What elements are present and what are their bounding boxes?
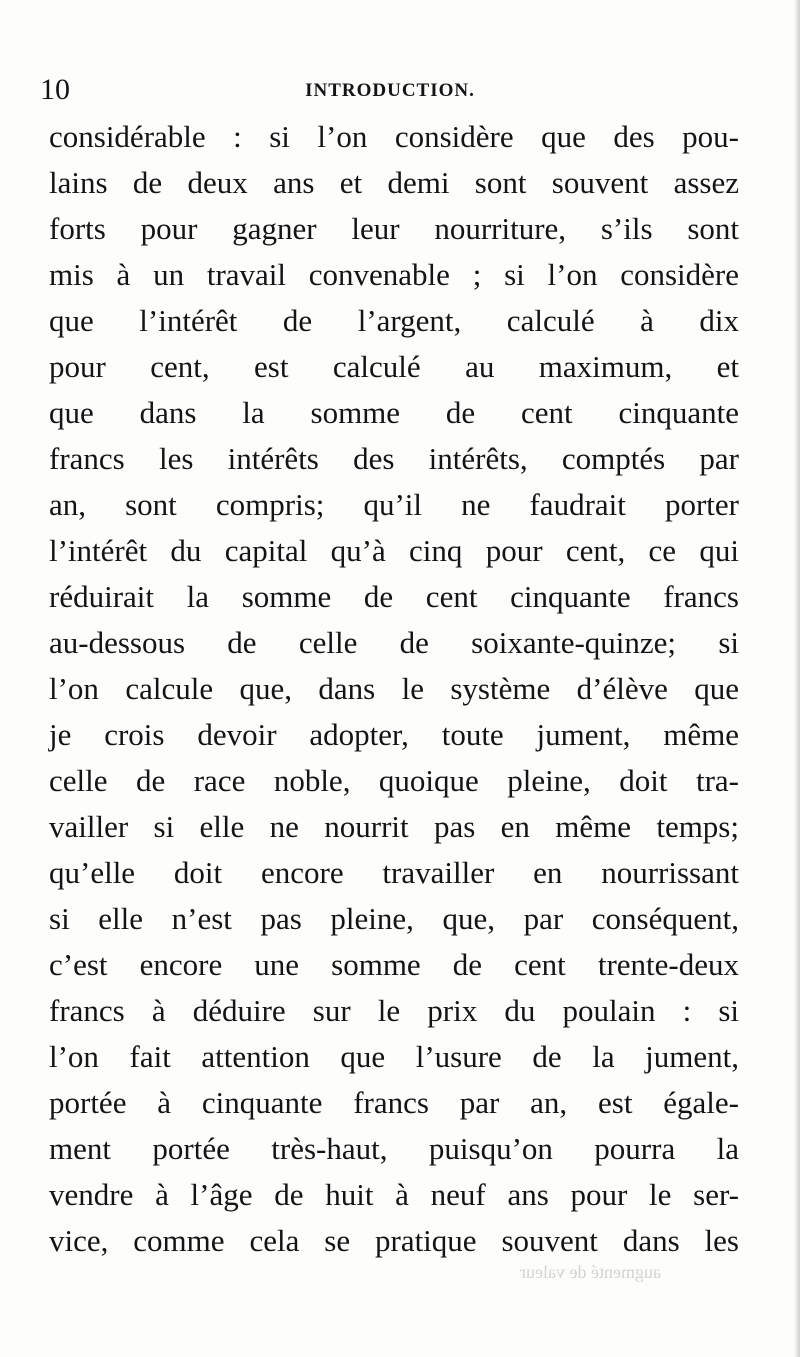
text-line: considérable : si l’on considère que des pou- [49,119,739,154]
running-head: INTRODUCTION. [305,80,475,101]
text-line: mis à un travail convenable ; si l’on considère [49,257,739,292]
text-line: portée à cinquante francs par an, est égale- [49,1085,739,1120]
text-line: celle de race noble, quoique pleine, doit tra- [49,763,739,798]
text-line: au-dessous de celle de soixante-quinze; si [49,625,739,660]
text-line: vendre à l’âge de huit à neuf ans pour le ser- [49,1177,739,1212]
text-line: réduirait la somme de cent cinquante francs [49,579,739,614]
text-line: ment portée très-haut, puisqu’on pourra la [49,1131,739,1166]
text-line: lains de deux ans et demi sont souvent assez [49,165,739,200]
text-line: je crois devoir adopter, toute jument, même [49,717,739,752]
text-line: l’on calcule que, dans le système d’élève que [49,671,739,706]
text-line: c’est encore une somme de cent trente-deux [49,947,739,982]
bleed-through-text: augmenté de valeur [520,1262,661,1282]
body-text [49,114,739,1264]
text-line: an, sont compris; qu’il ne faudrait porter [49,487,739,522]
text-line: que dans la somme de cent cinquante [49,395,739,430]
text-line: francs à déduire sur le prix du poulain : si [49,993,739,1028]
text-line: que l’intérêt de l’argent, calculé à dix [49,303,739,338]
text-line: francs les intérêts des intérêts, comptés par [49,441,739,476]
page-header [40,72,740,108]
text-line: si elle n’est pas pleine, que, par conséquent, [49,901,739,936]
text-line: l’on fait attention que l’usure de la jument, [49,1039,739,1074]
page-edge-shadow [794,0,800,1357]
text-line: forts pour gagner leur nourriture, s’ils sont [49,211,739,246]
text-line: l’intérêt du capital qu’à cinq pour cent, ce qui [49,533,739,568]
text-line: vailler si elle ne nourrit pas en même temps; [49,809,739,844]
text-line: pour cent, est calculé au maximum, et [49,349,739,384]
text-line: qu’elle doit encore travailler en nourrissant [49,855,739,890]
page-number: 10 [40,73,70,106]
text-line: vice, comme cela se pratique souvent dans les [49,1223,739,1258]
